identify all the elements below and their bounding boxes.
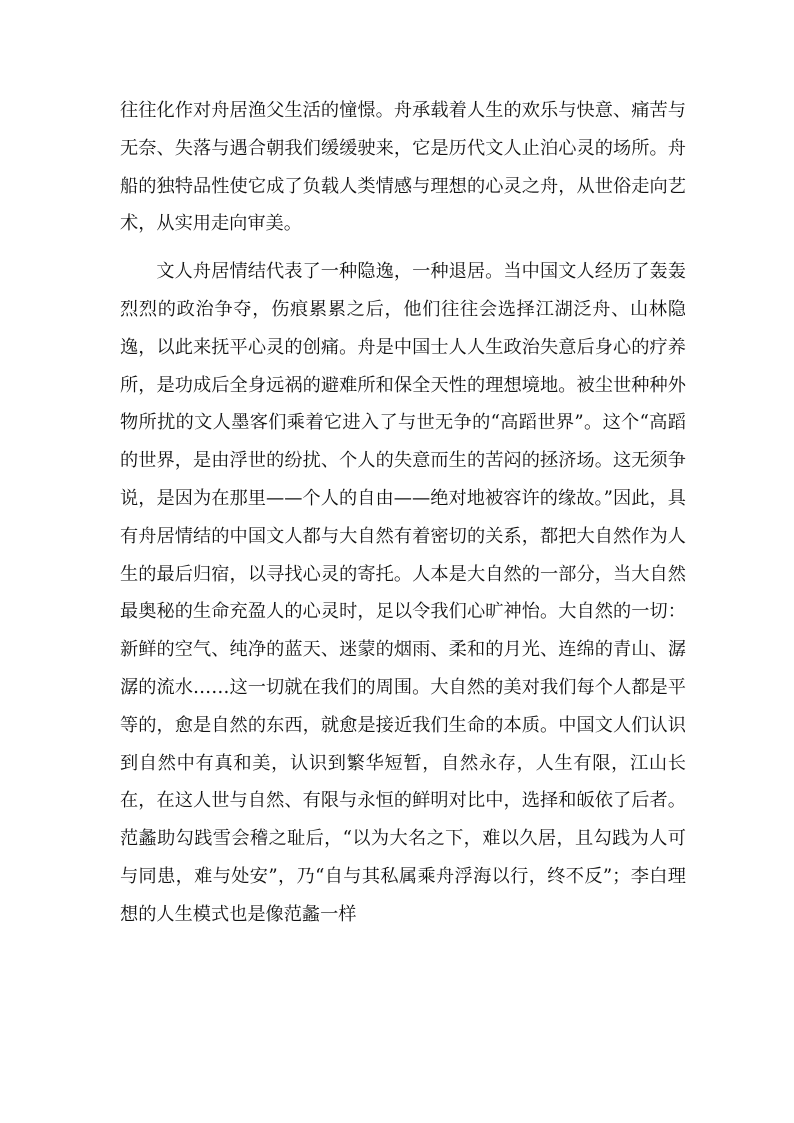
document-page [120, 92, 686, 934]
paragraph-body: 文人舟居情结代表了一种隐逸，一种退居。当中国文人经历了轰轰烈烈的政治争夺，伤痕累累之后，他们往往会选择江湖泛舟、山林隐逸，以此来抚平心灵的创痛。舟是中国士人人生政治失意后身心的疗养所，是功成后全身远祸的避难所和保全天性的理想境地。被尘世种种外物所扰的文人墨客们乘着它进入了与世无争的“高蹈世界”。这个“高蹈的世界，是由浮世的纷扰、个人的失意而生的苦闷的拯济场。这无须争说，是因为在那里——个人的自由——绝对地被容许的缘故。”因此，具有舟居情结的中国文人都与大自然有着密切的关系，都把大自然作为人生的最后归宿，以寻找心灵的寄托。人本是大自然的一部分，当大自然最奥秘的生命充盈人的心灵时，足以令我们心旷神怡。大自然的一切：新鲜的空气、纯净的蓝天、迷蒙的烟雨、柔和的月光、连绵的青山、潺潺的流水……这一切就在我们的周围。大自然的美对我们每个人都是平等的，愈是自然的东西，就愈是接近我们生命的本质。中国文人们认识到自然中有真和美，认识到繁华短暂，自然永存，人生有限，江山长在，在这人世与自然、有限与永恒的鲜明对比中，选择和皈依了后者。范蠡助勾践雪会稽之耻后，“以为大名之下，难以久居，且勾践为人可与同患，难与处安”，乃“自与其私属乘舟浮海以行，终不反”；李白理想的人生模式也是像范蠡一样 [120, 261, 686, 925]
paragraph-continued: 往往化作对舟居渔父生活的憧憬。舟承载着人生的欢乐与快意、痛苦与无奈、失落与遇合朝我们缓缓驶来，它是历代文人止泊心灵的场所。舟船的独特品性使它成了负载人类情感与理想的心灵之舟，从世俗走向艺术，从实用走向审美。 [120, 100, 686, 235]
